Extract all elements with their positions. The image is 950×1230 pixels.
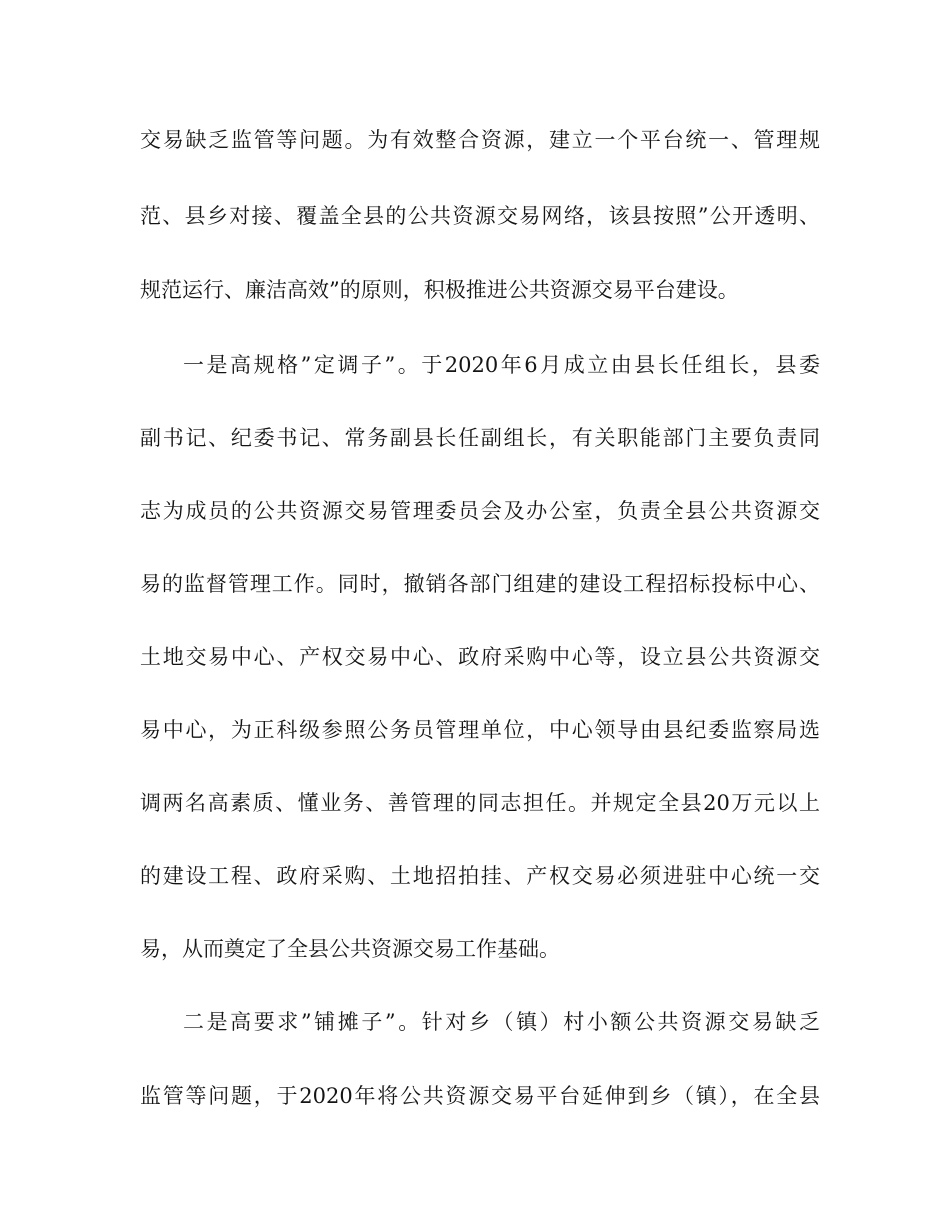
text-line: 调两名高素质、懂业务、善管理的同志担任。并规定全县20万元以上 [140,791,820,815]
text-line: 的建设工程、政府采购、土地招拍挂、产权交易必须进驻中心统一交 [140,864,820,888]
text-line: 土地交易中心、产权交易中心、政府采购中心等，设立县公共资源交 [140,645,820,669]
text-line: 监管等问题，于2020年将公共资源交易平台延伸到乡（镇），在全县 [140,1084,820,1108]
text-line: 范、县乡对接、覆盖全县的公共资源交易网络，该县按照”公开透明、 [140,204,820,228]
text-line: 易的监督管理工作。同时，撤销各部门组建的建设工程招标投标中心、 [140,572,820,596]
text-line: 易中心，为正科级参照公务员管理单位，中心领导由县纪委监察局选 [140,718,820,742]
paragraph-first-line: 二是高要求”铺摊子”。针对乡（镇）村小额公共资源交易缺乏 [183,1010,820,1034]
paragraph-first-line: 一是高规格”定调子”。于2020年6月成立由县长任组长，县委 [183,353,820,377]
text-line: 志为成员的公共资源交易管理委员会及办公室，负责全县公共资源交 [140,499,820,523]
text-line: 易，从而奠定了全县公共资源交易工作基础。 [140,937,560,961]
text-line: 规范运行、廉洁高效”的原则，积极推进公共资源交易平台建设。 [140,278,739,302]
text-line: 交易缺乏监管等问题。为有效整合资源，建立一个平台统一、管理规 [140,128,820,152]
text-line: 副书记、纪委书记、常务副县长任副组长，有关职能部门主要负责同 [140,426,820,450]
